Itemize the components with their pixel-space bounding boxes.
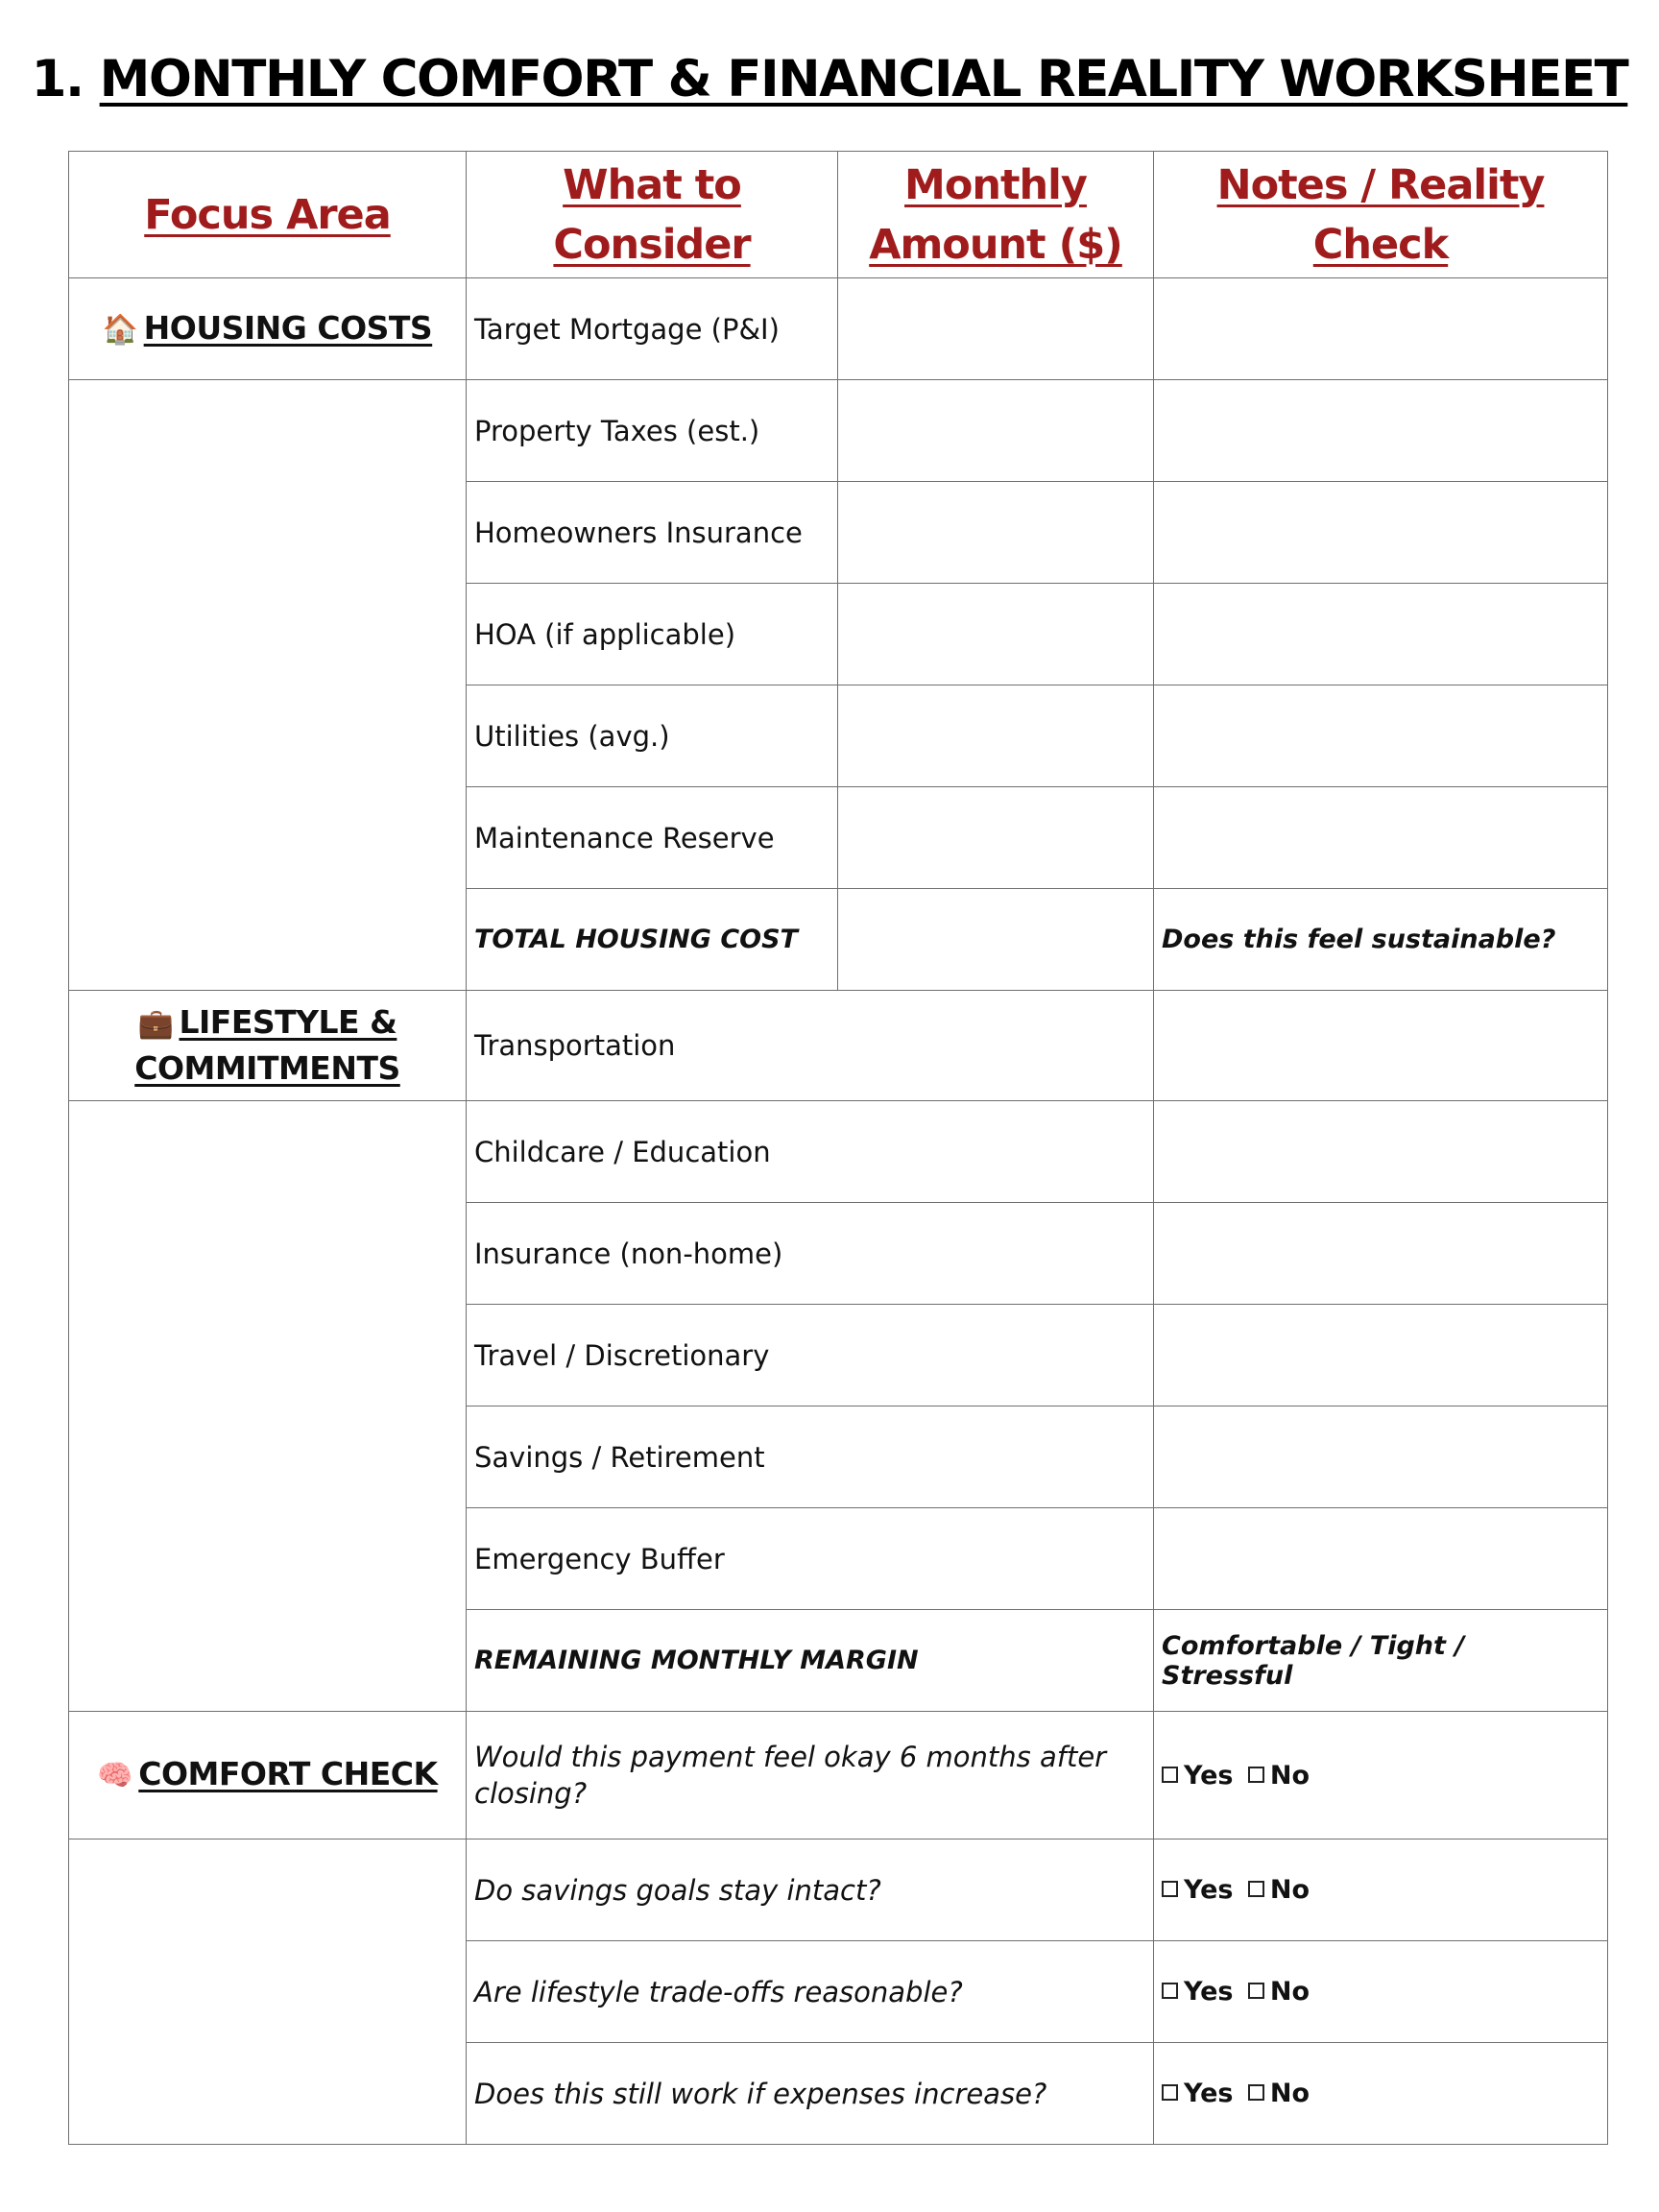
worksheet-title — [0, 50, 1659, 108]
section-label: COMFORT CHECK — [138, 1755, 438, 1792]
amount-cell[interactable] — [838, 787, 1154, 889]
question-label: Are lifestyle trade-offs reasonable? — [467, 1941, 1154, 2043]
section-lifestyle — [69, 991, 467, 1101]
item-label: Savings / Retirement — [467, 1407, 1154, 1508]
notes-cell[interactable] — [1154, 1101, 1608, 1203]
title-number: 1. — [31, 50, 84, 108]
section-spacer — [69, 1839, 467, 2145]
no-checkbox[interactable] — [1248, 1983, 1264, 1999]
amount-cell[interactable] — [838, 685, 1154, 787]
section-spacer — [69, 380, 467, 991]
section-label: HOUSING COSTS — [143, 308, 433, 347]
yes-checkbox[interactable] — [1162, 1881, 1178, 1897]
house-icon: 🏠 — [102, 312, 138, 347]
notes-cell[interactable] — [1154, 1305, 1608, 1407]
table-row — [69, 380, 1608, 482]
no-label: No — [1269, 1875, 1310, 1905]
table-row — [69, 991, 1608, 1101]
notes-cell[interactable] — [1154, 685, 1608, 787]
amount-cell[interactable] — [838, 584, 1154, 685]
amount-cell[interactable] — [838, 278, 1154, 380]
table-row — [69, 1839, 1608, 1941]
header-monthly-amount: Monthly Amount ($) — [838, 152, 1154, 278]
notes-cell[interactable] — [1154, 1508, 1608, 1610]
section-comfort — [69, 1712, 467, 1839]
question-label: Does this still work if expenses increase? — [467, 2043, 1154, 2145]
amount-cell[interactable] — [838, 482, 1154, 584]
total-housing-note: Does this feel sustainable? — [1154, 889, 1608, 991]
no-checkbox[interactable] — [1248, 1881, 1264, 1897]
total-housing-label: TOTAL HOUSING COST — [467, 889, 838, 991]
notes-cell[interactable] — [1154, 1203, 1608, 1305]
item-label: Transportation — [467, 991, 1154, 1101]
yes-no-cell — [1154, 1712, 1608, 1839]
no-checkbox[interactable] — [1248, 1767, 1264, 1783]
brain-icon: 🧠 — [97, 1759, 133, 1792]
notes-cell[interactable] — [1154, 278, 1608, 380]
no-label: No — [1269, 1977, 1310, 2007]
header-row — [69, 152, 1608, 278]
worksheet-table — [68, 151, 1608, 2145]
yes-no-cell — [1154, 2043, 1608, 2145]
item-label: HOA (if applicable) — [467, 584, 838, 685]
notes-cell[interactable] — [1154, 584, 1608, 685]
section-housing — [69, 278, 467, 380]
table-row — [69, 278, 1608, 380]
table-row — [69, 1101, 1608, 1203]
item-label: Childcare / Education — [467, 1101, 1154, 1203]
item-label: Homeowners Insurance — [467, 482, 838, 584]
notes-cell[interactable] — [1154, 991, 1608, 1101]
amount-cell[interactable] — [838, 380, 1154, 482]
notes-cell[interactable] — [1154, 1407, 1608, 1508]
no-label: No — [1269, 1760, 1310, 1791]
item-label: Utilities (avg.) — [467, 685, 838, 787]
no-checkbox[interactable] — [1248, 2084, 1264, 2101]
yes-label: Yes — [1184, 2079, 1234, 2108]
yes-label: Yes — [1184, 1875, 1234, 1905]
yes-checkbox[interactable] — [1162, 1767, 1178, 1783]
yes-label: Yes — [1184, 1760, 1234, 1791]
header-what-to-consider: What to Consider — [467, 152, 838, 278]
yes-no-cell — [1154, 1839, 1608, 1941]
table-row — [69, 1712, 1608, 1839]
section-spacer — [69, 1101, 467, 1712]
yes-label: Yes — [1184, 1977, 1234, 2007]
item-label: Property Taxes (est.) — [467, 380, 838, 482]
notes-cell[interactable] — [1154, 380, 1608, 482]
no-label: No — [1269, 2079, 1310, 2108]
yes-checkbox[interactable] — [1162, 2084, 1178, 2101]
remaining-margin-label: REMAINING MONTHLY MARGIN — [467, 1610, 1154, 1712]
yes-no-cell — [1154, 1941, 1608, 2043]
question-label: Would this payment feel okay 6 months after closing? — [467, 1712, 1154, 1839]
item-label: Emergency Buffer — [467, 1508, 1154, 1610]
notes-cell[interactable] — [1154, 482, 1608, 584]
yes-checkbox[interactable] — [1162, 1983, 1178, 1999]
notes-cell[interactable] — [1154, 787, 1608, 889]
total-housing-amount-cell[interactable] — [838, 889, 1154, 991]
header-focus-area: Focus Area — [69, 152, 467, 278]
item-label: Maintenance Reserve — [467, 787, 838, 889]
section-label: LIFESTYLE & COMMITMENTS — [134, 1003, 400, 1087]
item-label: Insurance (non-home) — [467, 1203, 1154, 1305]
briefcase-icon: 💼 — [137, 1007, 174, 1041]
remaining-margin-note: Comfortable / Tight / Stressful — [1154, 1610, 1608, 1712]
item-label: Travel / Discretionary — [467, 1305, 1154, 1407]
item-label: Target Mortgage (P&I) — [467, 278, 838, 380]
title-text: MONTHLY COMFORT & FINANCIAL REALITY WORKSHEET — [99, 50, 1628, 108]
question-label: Do savings goals stay intact? — [467, 1839, 1154, 1941]
header-notes: Notes / Reality Check — [1154, 152, 1608, 278]
